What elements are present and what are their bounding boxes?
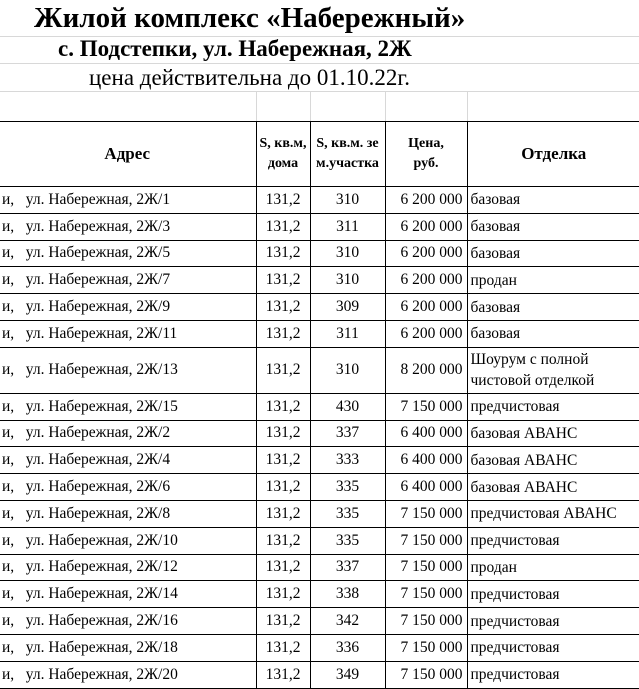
- price-table: [0, 121, 639, 689]
- table-row: [0, 661, 639, 688]
- address-cell: и, ул. Набережная, 2Ж/5: [0, 240, 256, 267]
- price-cell: 7 150 000: [385, 554, 467, 581]
- price-validity-note: цена действительна до 01.10.22г.: [89, 65, 410, 90]
- house-area-cell: 131,2: [256, 527, 310, 554]
- gridline: [467, 91, 468, 121]
- page-title: Жилой комплекс «Набережный»: [34, 2, 466, 34]
- house-area-cell: 131,2: [256, 187, 310, 214]
- table-row: [0, 320, 639, 347]
- finish-cell: базовая: [467, 213, 639, 240]
- address-cell: и, ул. Набережная, 2Ж/6: [0, 474, 256, 501]
- price-cell: 6 400 000: [385, 420, 467, 447]
- table-row: [0, 554, 639, 581]
- land-area-cell: 310: [310, 347, 385, 393]
- land-area-cell: 336: [310, 634, 385, 661]
- address-cell: и, ул. Набережная, 2Ж/18: [0, 634, 256, 661]
- table-row: [0, 527, 639, 554]
- price-cell: 7 150 000: [385, 581, 467, 608]
- land-area-cell: 335: [310, 474, 385, 501]
- finish-cell: базовая: [467, 240, 639, 267]
- address-cell: и, ул. Набережная, 2Ж/20: [0, 661, 256, 688]
- finish-cell: предчистовая: [467, 634, 639, 661]
- table-row: [0, 294, 639, 321]
- house-area-cell: 131,2: [256, 608, 310, 635]
- finish-cell: предчистовая АВАНС: [467, 500, 639, 527]
- land-area-cell: 311: [310, 213, 385, 240]
- price-cell: 6 200 000: [385, 240, 467, 267]
- table-row: [0, 474, 639, 501]
- gridline: [0, 91, 639, 92]
- table-header-row: [0, 122, 639, 187]
- house-area-cell: 131,2: [256, 240, 310, 267]
- table-row: [0, 500, 639, 527]
- land-area-cell: 342: [310, 608, 385, 635]
- finish-cell: предчистовая: [467, 581, 639, 608]
- land-area-cell: 337: [310, 554, 385, 581]
- house-area-cell: 131,2: [256, 661, 310, 688]
- finish-cell: предчистовая: [467, 527, 639, 554]
- finish-cell: предчистовая: [467, 608, 639, 635]
- finish-cell: базовая: [467, 294, 639, 321]
- land-area-cell: 310: [310, 240, 385, 267]
- column-header-finish: Отделка: [467, 122, 639, 187]
- land-area-cell: 333: [310, 447, 385, 474]
- finish-cell: предчистовая: [467, 393, 639, 420]
- price-cell: 7 150 000: [385, 500, 467, 527]
- finish-cell: базовая АВАНС: [467, 420, 639, 447]
- table-row: [0, 447, 639, 474]
- price-cell: 7 150 000: [385, 393, 467, 420]
- house-area-cell: 131,2: [256, 581, 310, 608]
- table-row: [0, 393, 639, 420]
- table-row: [0, 581, 639, 608]
- column-header-land-area: S, кв.м. зем.участка: [310, 122, 385, 187]
- price-cell: 7 150 000: [385, 608, 467, 635]
- house-area-cell: 131,2: [256, 213, 310, 240]
- table-row: [0, 240, 639, 267]
- house-area-cell: 131,2: [256, 420, 310, 447]
- house-area-cell: 131,2: [256, 267, 310, 294]
- address-cell: и, ул. Набережная, 2Ж/13: [0, 347, 256, 393]
- address-cell: и, ул. Набережная, 2Ж/11: [0, 320, 256, 347]
- page-subtitle: с. Подстепки, ул. Набережная, 2Ж: [58, 36, 412, 61]
- address-cell: и, ул. Набережная, 2Ж/15: [0, 393, 256, 420]
- address-cell: и, ул. Набережная, 2Ж/16: [0, 608, 256, 635]
- finish-cell: продан: [467, 267, 639, 294]
- price-cell: 7 150 000: [385, 661, 467, 688]
- address-cell: и, ул. Набережная, 2Ж/12: [0, 554, 256, 581]
- price-cell: 7 150 000: [385, 527, 467, 554]
- land-area-cell: 338: [310, 581, 385, 608]
- finish-cell: базовая АВАНС: [467, 447, 639, 474]
- price-cell: 6 200 000: [385, 267, 467, 294]
- address-cell: и, ул. Набережная, 2Ж/2: [0, 420, 256, 447]
- address-cell: и, ул. Набережная, 2Ж/14: [0, 581, 256, 608]
- finish-cell: Шоурум с полной чистовой отделкой: [467, 347, 639, 393]
- house-area-cell: 131,2: [256, 634, 310, 661]
- house-area-cell: 131,2: [256, 500, 310, 527]
- address-cell: и, ул. Набережная, 2Ж/9: [0, 294, 256, 321]
- house-area-cell: 131,2: [256, 347, 310, 393]
- house-area-cell: 131,2: [256, 393, 310, 420]
- gridline: [256, 91, 257, 121]
- land-area-cell: 310: [310, 267, 385, 294]
- price-cell: 6 200 000: [385, 187, 467, 214]
- column-header-house-area: S, кв.м, дома: [256, 122, 310, 187]
- column-header-price: Цена, руб.: [385, 122, 467, 187]
- land-area-cell: 335: [310, 500, 385, 527]
- land-area-cell: 335: [310, 527, 385, 554]
- price-cell: 6 400 000: [385, 474, 467, 501]
- table-row: [0, 608, 639, 635]
- finish-cell: базовая: [467, 320, 639, 347]
- house-area-cell: 131,2: [256, 447, 310, 474]
- finish-cell: базовая АВАНС: [467, 474, 639, 501]
- house-area-cell: 131,2: [256, 474, 310, 501]
- price-cell: 6 200 000: [385, 294, 467, 321]
- address-cell: и, ул. Набережная, 2Ж/10: [0, 527, 256, 554]
- address-cell: и, ул. Набережная, 2Ж/8: [0, 500, 256, 527]
- address-cell: и, ул. Набережная, 2Ж/1: [0, 187, 256, 214]
- finish-cell: продан: [467, 554, 639, 581]
- table-row: [0, 267, 639, 294]
- column-header-address: Адрес: [0, 122, 256, 187]
- table-row: [0, 634, 639, 661]
- house-area-cell: 131,2: [256, 294, 310, 321]
- table-row: [0, 420, 639, 447]
- price-cell: 8 200 000: [385, 347, 467, 393]
- land-area-cell: 430: [310, 393, 385, 420]
- gridline: [0, 63, 639, 64]
- table-row: [0, 213, 639, 240]
- price-cell: 6 400 000: [385, 447, 467, 474]
- table-row: [0, 347, 639, 393]
- address-cell: и, ул. Набережная, 2Ж/7: [0, 267, 256, 294]
- gridline: [310, 91, 311, 121]
- address-cell: и, ул. Набережная, 2Ж/3: [0, 213, 256, 240]
- house-area-cell: 131,2: [256, 320, 310, 347]
- land-area-cell: 310: [310, 187, 385, 214]
- finish-cell: базовая: [467, 187, 639, 214]
- gridline: [385, 91, 386, 121]
- price-cell: 7 150 000: [385, 634, 467, 661]
- land-area-cell: 311: [310, 320, 385, 347]
- price-cell: 6 200 000: [385, 320, 467, 347]
- house-area-cell: 131,2: [256, 554, 310, 581]
- finish-cell: предчистовая: [467, 661, 639, 688]
- address-cell: и, ул. Набережная, 2Ж/4: [0, 447, 256, 474]
- price-cell: 6 200 000: [385, 213, 467, 240]
- land-area-cell: 309: [310, 294, 385, 321]
- land-area-cell: 337: [310, 420, 385, 447]
- land-area-cell: 349: [310, 661, 385, 688]
- table-row: [0, 187, 639, 214]
